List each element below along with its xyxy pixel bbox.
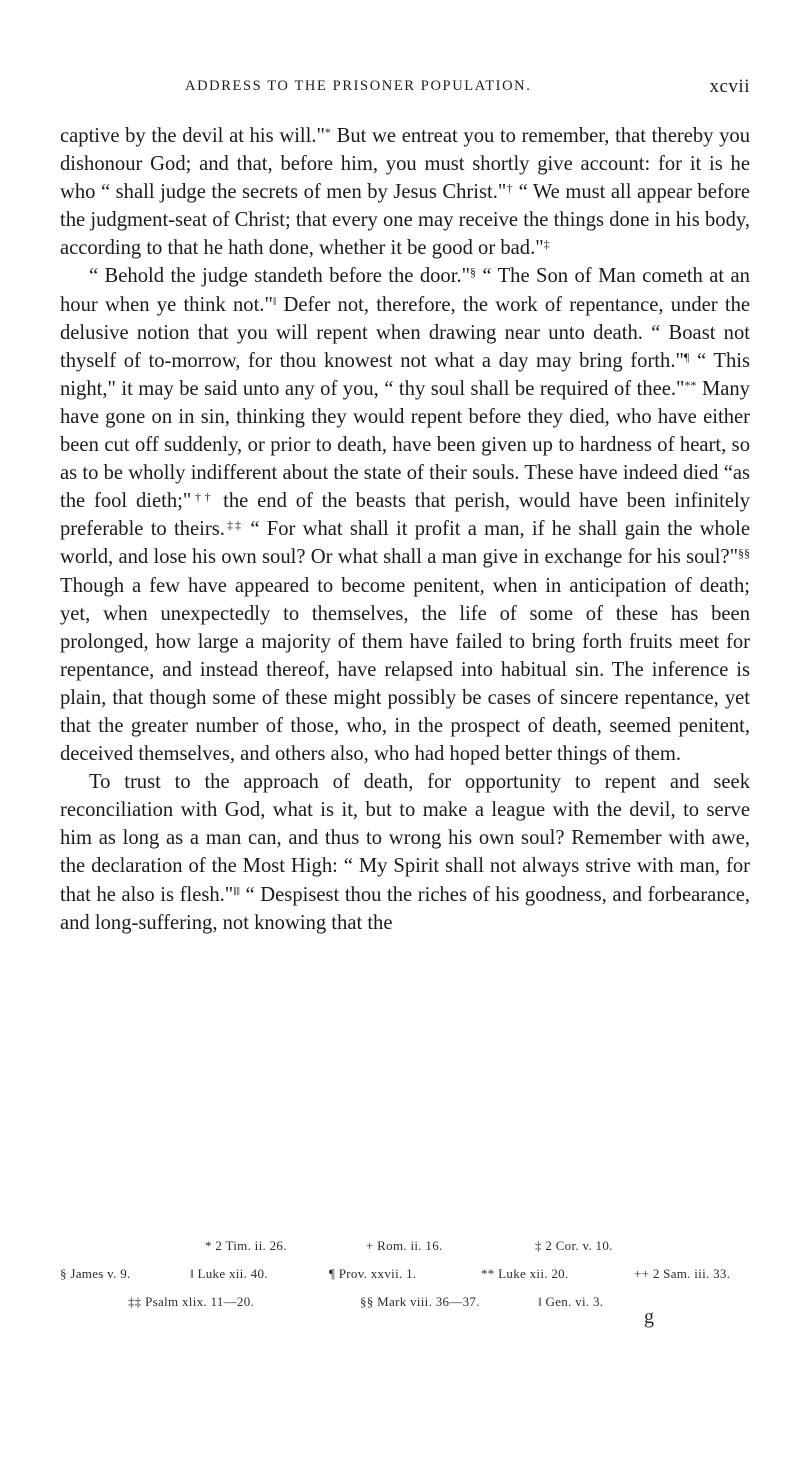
footnote-line (60, 1266, 760, 1294)
text-segment: captive by the devil at his will." (60, 125, 325, 147)
paragraph (60, 768, 750, 937)
footnote-citation: ‡ 2 Cor. v. 10. (535, 1238, 613, 1253)
footnote-reference: ¶ (683, 349, 690, 364)
footnote-reference: §§ (738, 546, 750, 561)
text-segment: the end of the beasts that perish, would have been infinitely preferable to theirs. (60, 490, 751, 541)
text-segment: “ For what shall it profit a man, if he shall gain the whole world, and lose his own soul? Or what shall a man give in exchange for his soul?" (60, 518, 750, 569)
footnote-reference: † (506, 181, 514, 196)
footnote-line (60, 1238, 760, 1266)
text-segment: Though a few have appeared to become penitent, when in anticipation of death; yet, when unexpectedly to themselves, the life of some of these has been prolonged, how large a majority of them have failed to bring forth fruits meet for repentance, and instead thereof, have relapsed into habitual sin. The inference is plain, that though some of these might possibly be cases of sincere repentance, yet that the greater number of those, who, in the prospect of death, seemed penitent, deceived themselves, and others also, who had hoped better things of them. (60, 574, 750, 766)
footnote-citation: * 2 Tim. ii. 26. (205, 1238, 287, 1253)
running-title: ADDRESS TO THE PRISONER POPULATION. (185, 78, 532, 94)
footnote-reference: ** (684, 377, 697, 392)
body-text (60, 122, 750, 937)
footnote-citation: § James v. 9. (60, 1266, 131, 1281)
footnote-citation: ‖ Gen. vi. 3. (538, 1294, 604, 1309)
footnote-reference: * (324, 125, 331, 139)
text-segment: “ Despisest thou the riches of his goodness, and forbearance, and long-suffering, not knowing that the (60, 883, 750, 934)
footnote-reference: ‡‡ (224, 518, 244, 533)
footnote-citation: ++ 2 Sam. iii. 33. (634, 1266, 731, 1281)
footnote-citation: ‖ Luke xii. 40. (190, 1266, 268, 1281)
paragraph (60, 122, 750, 262)
footnote-citation: ¶ Prov. xxvii. 1. (329, 1266, 417, 1281)
text-segment: But we entreat you to remember, that thereby you dishonour God; and that, before him, you must shortly give account: for it is he who “ shall judge the secrets of men by Jesus Christ." (60, 125, 750, 204)
footnote-reference: § (470, 265, 476, 280)
signature-mark: g (644, 1306, 654, 1328)
running-head (60, 78, 750, 104)
text-segment: “ The Son of Man cometh at an hour when ye think not." (60, 265, 750, 316)
page-number: xcvii (709, 76, 750, 97)
footnote-reference: ‡ (543, 237, 550, 252)
footnote-reference: ‖‖ (233, 883, 240, 898)
footnote-citation: §§ Mark viii. 36—37. (360, 1294, 480, 1309)
text-segment: To trust to the approach of death, for opportunity to repent and seek reconciliation with God, what is it, but to make a league with the devil, to serve him as long as a man can, and thus to wrong his own soul? Remember with awe, the declaration of the Most High: “ My Spirit shall not always strive with man, for that he also is flesh." (60, 771, 750, 906)
text-segment: Defer not, therefore, the work of repentance, under the delusive notion that you will repent when drawing near unto death. “ Boast not thyself of to-morrow, for thou knowest not what a day may bring forth." (60, 293, 751, 372)
footnote-citation: ‡‡ Psalm xlix. 11—20. (128, 1294, 255, 1309)
footnote-citation: + Rom. ii. 16. (366, 1238, 443, 1253)
footnote-citation: ** Luke xii. 20. (481, 1266, 569, 1281)
text-segment: Many have gone on in sin, thinking they would repent before they died, who have either been cut off suddenly, or prior to death, have been given up to hardness of heart, so as to be wholly indifferent about the state of their souls. These have indeed died “as the fool dieth;" (60, 377, 750, 513)
footnote-line (60, 1294, 760, 1322)
text-segment: “ This night," it may be said unto any of you, “ thy soul shall be required of thee." (60, 349, 750, 400)
text-segment: “ Behold the judge standeth before the door." (89, 265, 470, 288)
text-segment: “ We must all appear before the judgment-seat of Christ; that every one may receive the things done in his body, according to that he hath done, whether it be good or bad." (60, 181, 751, 260)
footnotes (60, 1238, 760, 1322)
footnote-reference: ‖ (272, 293, 277, 308)
footnote-reference: †† (191, 490, 215, 505)
paragraph (60, 262, 750, 768)
